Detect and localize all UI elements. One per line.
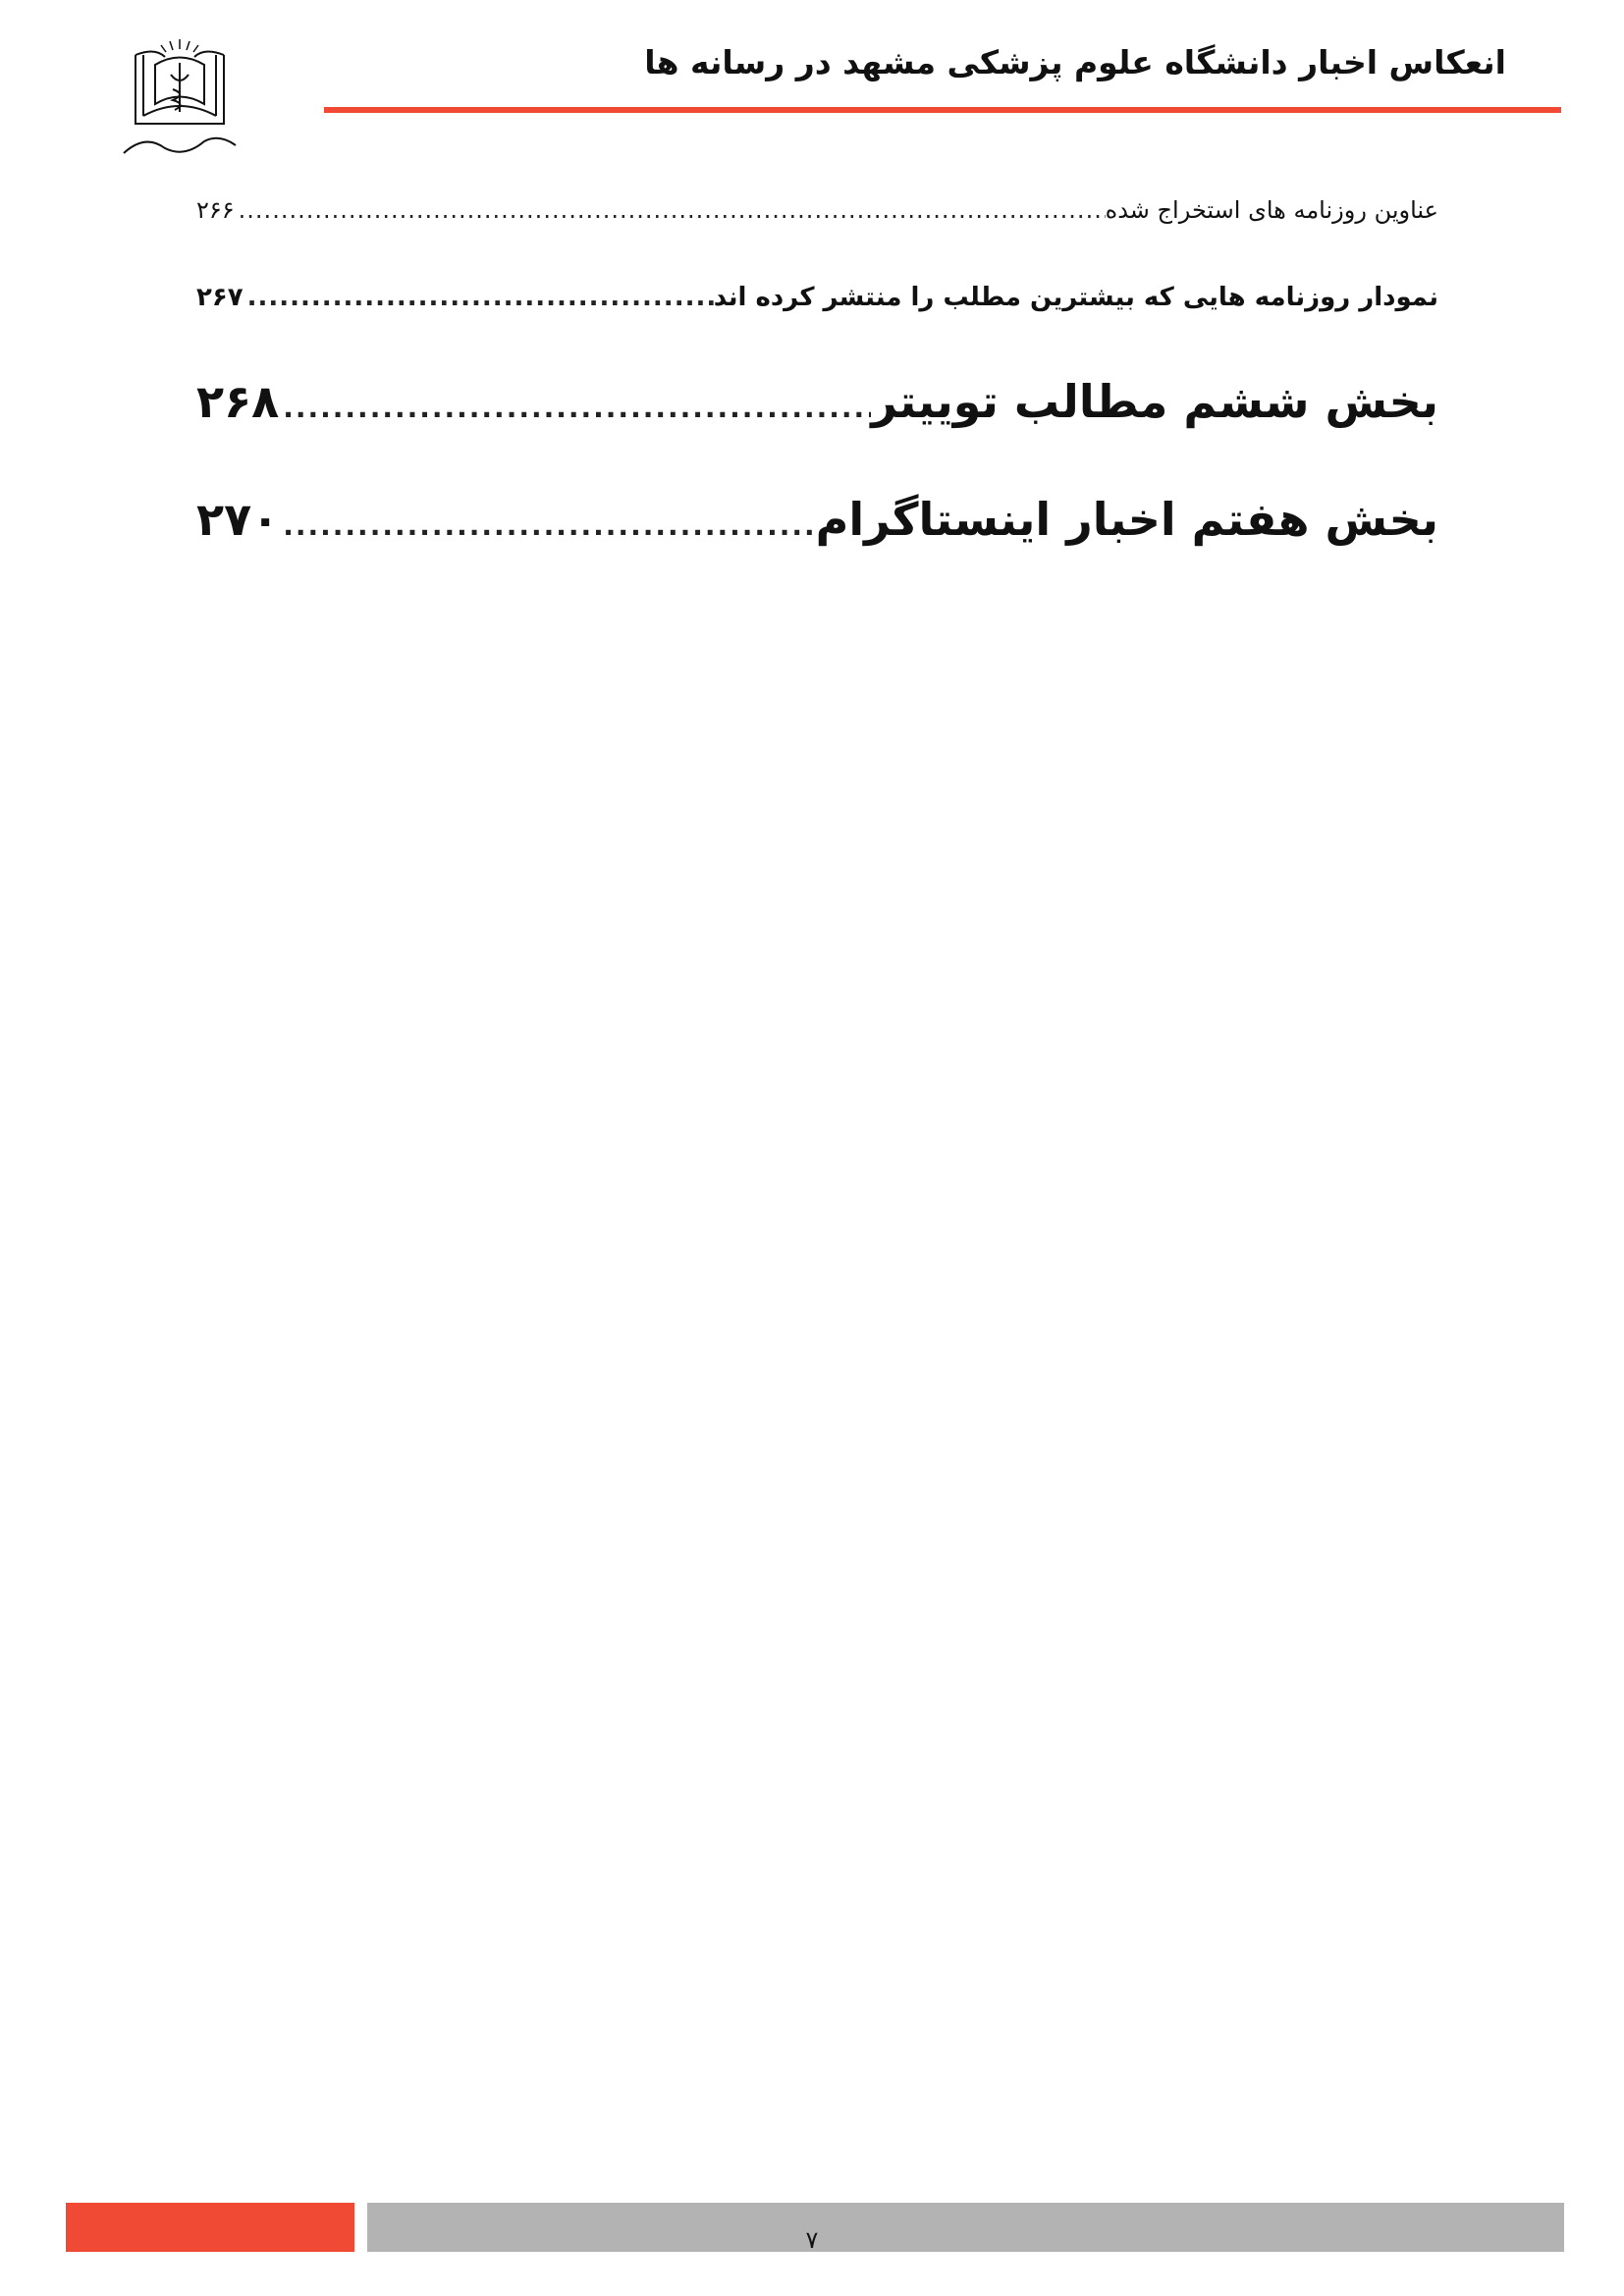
toc-page-number: ۲۶۸ (196, 375, 280, 428)
university-logo (116, 35, 244, 163)
toc-page-number: ۲۶۶ (196, 196, 235, 224)
toc-entry-newspaper-chart[interactable] (196, 283, 1438, 312)
toc-entry-newspaper-titles[interactable] (196, 196, 1438, 224)
toc-entry-section-six[interactable] (196, 375, 1438, 428)
toc-dot-leader (235, 196, 1106, 224)
toc-dot-leader (279, 509, 815, 542)
toc-entry-label: عناوین روزنامه های استخراج شده (1105, 196, 1438, 224)
toc-entry-section-seven[interactable] (196, 493, 1438, 546)
toc-dot-leader (279, 392, 871, 424)
toc-dot-leader (244, 283, 714, 312)
toc-entry-label: نمودار روزنامه هایی که بیشترین مطلب را منتشر کرده اند (713, 283, 1438, 312)
toc-entry-label: بخش هفتم اخبار اینستاگرام (815, 493, 1438, 546)
toc-entry-label: بخش ششم مطالب توییتر (871, 375, 1438, 428)
header-rule (324, 107, 1561, 113)
toc-page-number: ۲۷۰ (196, 493, 280, 546)
page-number: ۷ (805, 2226, 819, 2254)
document-title: انعکاس اخبار دانشگاه علوم پزشکی مشهد در رسانه ها (644, 43, 1506, 81)
toc-page-number: ۲۶۷ (196, 283, 244, 312)
